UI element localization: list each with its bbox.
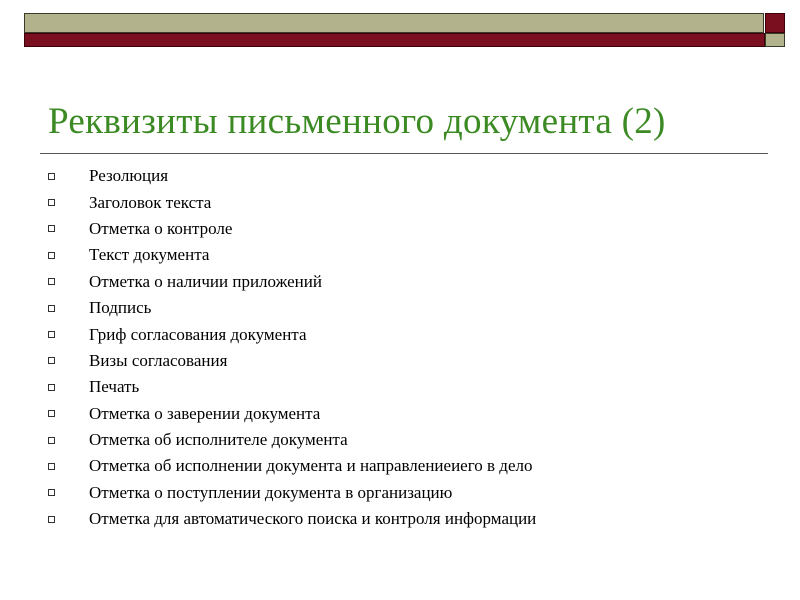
list-item [48,321,536,347]
list-item [48,295,536,321]
list-item-label: Гриф согласования документа [89,324,307,344]
square-bullet-icon [48,305,55,312]
header-square-maroon [765,13,785,33]
header-square-olive [765,33,785,47]
list-item-label: Отметка о поступлении документа в организацию [89,482,453,502]
list-item-label: Подпись [89,298,152,318]
square-bullet-icon [48,463,55,470]
list-item-label: Отметка о контроле [89,218,233,238]
square-bullet-icon [48,410,55,417]
list-item [48,374,536,400]
list-item [48,348,536,374]
square-bullet-icon [48,173,55,180]
square-bullet-icon [48,357,55,364]
list-item [48,216,536,242]
square-bullet-icon [48,199,55,206]
list-item [48,189,536,215]
square-bullet-icon [48,278,55,285]
list-item [48,269,536,295]
square-bullet-icon [48,331,55,338]
square-bullet-icon [48,252,55,259]
list-item-label: Отметка о заверении документа [89,403,321,423]
list-item-label: Резолюция [89,166,169,186]
square-bullet-icon [48,225,55,232]
square-bullet-icon [48,437,55,444]
list-item-label: Заголовок текста [89,192,212,212]
square-bullet-icon [48,489,55,496]
requisites-list [48,163,536,532]
header-bar-maroon [24,33,765,47]
slide-title: Реквизиты письменного документа (2) [48,101,666,142]
list-item [48,506,536,532]
square-bullet-icon [48,516,55,523]
list-item-label: Отметка об исполнителе документа [89,430,348,450]
header-bar-olive [24,13,764,33]
list-item [48,242,536,268]
list-item-label: Отметка о наличии приложений [89,271,322,291]
list-item [48,453,536,479]
list-item [48,480,536,506]
list-item-label: Печать [89,377,140,397]
title-divider [40,153,768,154]
list-item-label: Отметка для автоматического поиска и контроля информации [89,509,537,529]
list-item-label: Визы согласования [89,350,228,370]
list-item [48,401,536,427]
list-item [48,427,536,453]
list-item [48,163,536,189]
square-bullet-icon [48,384,55,391]
list-item-label: Отметка об исполнении документа и направлениеиего в дело [89,456,533,476]
list-item-label: Текст документа [89,245,210,265]
